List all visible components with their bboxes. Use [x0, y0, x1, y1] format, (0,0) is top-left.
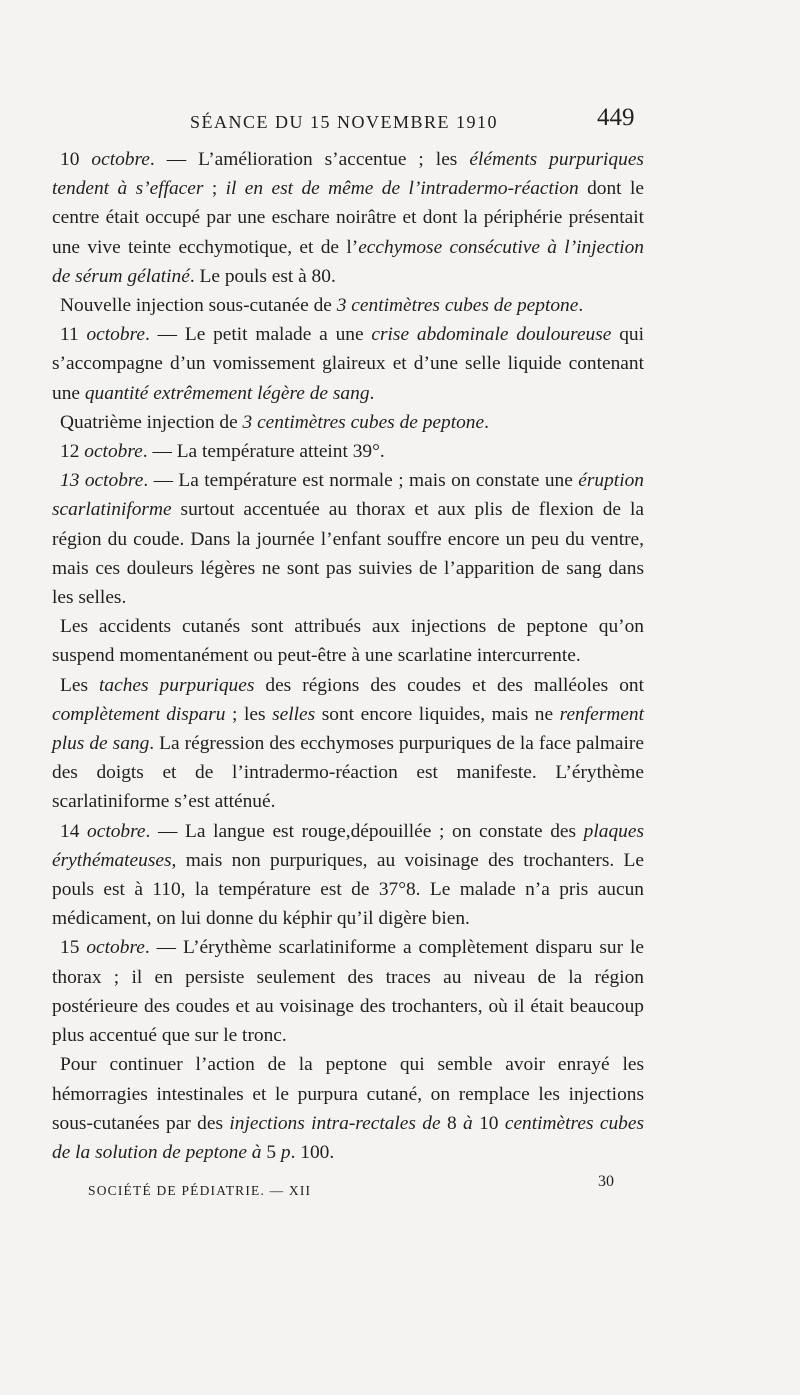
italic-run: octobre: [87, 820, 146, 842]
italic-run: p: [280, 1141, 291, 1163]
page-header: [0, 104, 800, 136]
text-run: 14: [60, 820, 88, 842]
printer-signature: SOCIÉTÉ DE PÉDIATRIE. — XII: [88, 1183, 312, 1198]
page-number: 449: [597, 104, 635, 131]
text-run: 12: [60, 441, 85, 463]
italic-run: complètement disparu: [52, 703, 226, 725]
paragraph: [52, 466, 644, 612]
italic-run: injections intra-rectales de: [229, 1112, 441, 1134]
italic-run: 3 centimètres cubes de peptone: [336, 295, 579, 317]
italic-run: il en est de même de l’intradermo-réaction: [225, 178, 579, 200]
text-run: 10: [60, 149, 92, 170]
italic-run: à: [463, 1112, 473, 1134]
page-footer: [0, 1173, 800, 1203]
paragraph: [52, 320, 644, 408]
paragraph: [52, 612, 644, 670]
paragraph: [52, 817, 644, 934]
italic-run: octobre: [86, 937, 145, 959]
text-run: .: [578, 295, 584, 317]
paragraph: [52, 1050, 644, 1167]
text-run: . — La température est normale ; mais on constate une: [143, 470, 579, 492]
italic-run: 13 octobre: [60, 470, 144, 492]
italic-run: éléments purpuriques tendent à s’effacer: [52, 149, 644, 200]
italic-run: 3 centimètres cubes de peptone: [242, 411, 485, 433]
text-run: . — L’amélioration s’accentue ; les: [149, 149, 470, 170]
paragraph: [52, 671, 644, 817]
text-run: . Le pouls est à 80.: [189, 265, 336, 287]
text-run: .: [369, 382, 375, 404]
italic-run: crise abdominale douloureuse: [371, 324, 612, 346]
italic-run: renferment plus de sang: [52, 703, 644, 755]
paragraph: [52, 145, 644, 291]
running-head: SÉANCE DU 15 NOVEMBRE 1910: [190, 112, 499, 132]
text-run: Les: [60, 674, 100, 696]
text-run: 10: [472, 1112, 505, 1134]
italic-run: octobre: [86, 324, 145, 346]
italic-run: taches purpuriques: [99, 674, 255, 696]
text-run: surtout accentuée au thorax et aux plis de flexion de la région du coude. Dans la journée l’enfant souffre encore un peu du ventre, mais ces douleurs légères ne sont pas suivies de l’apparition de sang dans les selles.: [52, 499, 644, 609]
text-run: .: [484, 411, 489, 433]
italic-run: plaques érythémateuses: [52, 820, 644, 871]
text-run: . 100.: [290, 1141, 335, 1163]
text-run: Pour continuer l’action de la peptone qui semble avoir enrayé les hémorragies intestinales et le purpura cutané, on remplace les injections sous-cutanées par des: [52, 1054, 644, 1134]
text-run: . — La langue est rouge,dépouillée ; on constate des: [145, 820, 584, 842]
italic-run: centimètres cubes de la solution de peptone à: [52, 1112, 645, 1163]
text-run: Les accidents cutanés sont attribués aux injections de peptone qu’on suspend momentanément ou peut-être à une scarlatine intercurrente.: [52, 616, 644, 667]
italic-run: éruption scarlatiniforme: [52, 470, 644, 521]
text-run: . La régression des ecchymoses purpuriques de la face palmaire des doigts et de l’intradermo-réaction est manifeste. L’érythème scarlatiniforme s’est atténué.: [52, 733, 644, 813]
italic-run: ecchymose consécutive à l’injection de sérum gélatiné: [52, 236, 644, 287]
paragraph: [52, 291, 644, 320]
text-run: des régions des coudes et des malléoles ont: [254, 674, 644, 696]
italic-run: quantité extrêmement légère de sang: [84, 382, 370, 404]
text-run: 8: [440, 1112, 464, 1134]
text-run: ;: [203, 178, 226, 200]
sheet-number: 30: [598, 1173, 614, 1190]
body-text: [52, 145, 644, 1167]
paragraph: [52, 437, 644, 466]
text-run: . — L’érythème scarlatiniforme a complètement disparu sur le thorax ; il en persiste seulement des traces au niveau de la région postérieure des coudes et au voisinage des trochanters, où il était beaucoup plus accentué que sur le tronc.: [52, 937, 645, 1047]
paragraph: [52, 408, 644, 437]
text-run: Nouvelle injection sous-cutanée de: [60, 295, 337, 317]
text-run: sont encore liquides, mais ne: [315, 703, 560, 725]
text-run: qui s’accompagne d’un vomissement glaireux et d’une selle liquide contenant une: [52, 324, 644, 404]
text-run: ; les: [225, 703, 273, 725]
text-run: dont le centre était occupé par une eschare noirâtre et dont la périphérie présentait une vive teinte ecchymotique, et de l’: [52, 178, 644, 258]
text-run: 11: [60, 324, 87, 346]
italic-run: octobre: [91, 149, 150, 170]
italic-run: octobre: [84, 441, 143, 463]
italic-run: selles: [272, 703, 316, 725]
text-run: . — Le petit malade a une: [145, 324, 372, 346]
text-run: , mais non purpuriques, au voisinage des trochanters. Le pouls est à 110, la température est de 37°8. Le malade n’a pris aucun médicament, on lui donne du képhir qu’il digère bien.: [52, 849, 644, 930]
text-run: . — La température atteint 39°.: [142, 441, 385, 463]
text-run: 5: [261, 1141, 281, 1163]
text-run: Quatrième injection de: [60, 411, 243, 433]
paragraph: [52, 933, 644, 1050]
text-run: 15: [60, 937, 87, 959]
